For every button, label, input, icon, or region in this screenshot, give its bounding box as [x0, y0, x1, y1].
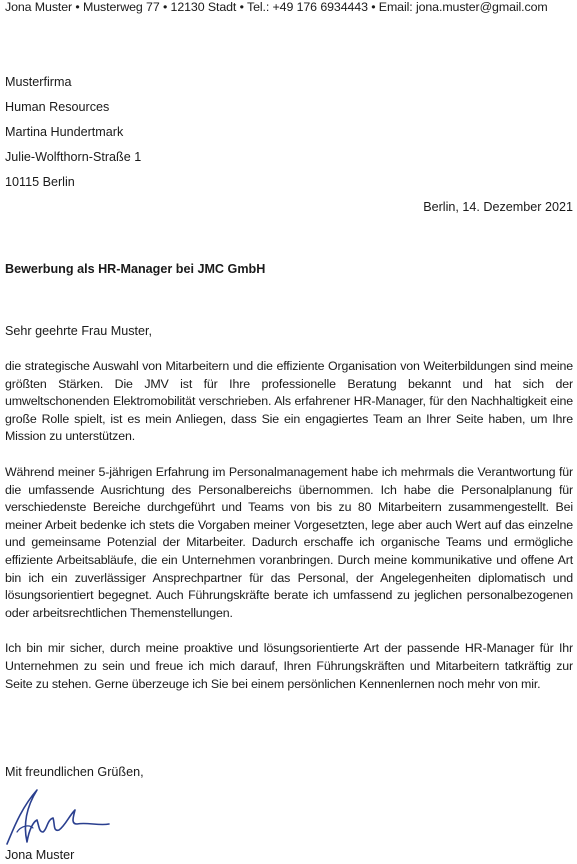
recipient-department: Human Resources [5, 100, 110, 114]
letter-subject: Bewerbung als HR-Manager bei JMC GmbH [5, 262, 266, 276]
body-paragraph-2: Während meiner 5-jährigen Erfahrung im Personalmanagement habe ich mehrmals die Verantwortung für die umfassende Ausrichtung des Personalbereichs übernommen. Ich habe die Personalplanung für verschiedenste Bereiche durchgeführt und Teams von bis zu 80 Mitarbeitern zusammengestellt. Bei meiner Arbeit bedenke ich stets die Vorgaben meiner Vorgesetzten, lege aber auch Wert auf das einzelne und gemeinsame Potenzial der Mitarbeiter. Dadurch erschaffe ich organische Teams und ermögliche effiziente Arbeitsabläufe, die ein Unternehmen voranbringen. Durch meine kommunikative und offene Art bin ich ein zuverlässiger Ansprechpartner für das Personal, der Angelegenheiten diplomatisch und lösungsorientiert begegnet. Auch Führungskräfte berate ich umfassend zu jeglichen personalbezogenen oder arbeitsrechtlichen Themenstellungen. [5, 464, 573, 620]
recipient-address [5, 74, 141, 199]
sender-contact-line: Jona Muster • Musterweg 77 • 12130 Stadt • Tel.: +49 176 6934443 • Email: jona.muster@gmail.com [5, 0, 548, 14]
signer-name: Jona Muster [5, 848, 75, 862]
recipient-city: 10115 Berlin [5, 175, 75, 189]
letter-body [5, 358, 573, 711]
recipient-contact: Martina Hundertmark [5, 125, 124, 139]
letter-date: Berlin, 14. Dezember 2021 [423, 200, 573, 214]
recipient-company: Musterfirma [5, 75, 72, 89]
signature-icon [3, 786, 113, 848]
closing-phrase: Mit freundlichen Grüßen, [5, 765, 144, 779]
salutation: Sehr geehrte Frau Muster, [5, 324, 152, 338]
recipient-street: Julie-Wolfthorn-Straße 1 [5, 150, 142, 164]
body-paragraph-3: Ich bin mir sicher, durch meine proaktive und lösungsorientierte Art der passende HR-Manager für Ihr Unternehmen zu sein und freue ich mich darauf, Ihren Führungskräften und Mitarbeitern tatkräftig zur Seite zu stehen. Gerne überzeuge ich Sie bei einem persönlichen Kennenlernen noch mehr von mir. [5, 641, 573, 691]
body-paragraph-1: die strategische Auswahl von Mitarbeitern und die effiziente Organisation von Weiterbildungen sind meine größten Stärken. Die JMV ist für Ihre professionelle Beratung bekannt und hat sich der umweltschonenden Elektromobilität verschrieben. Als erfahrener HR-Manager, für den Nachhaltigkeit eine große Rolle spielt, ist es mein Anliegen, dass Sie ein engagiertes Team an Ihrer Seite haben, um Ihre Mission zu unterstützen. [5, 359, 573, 444]
